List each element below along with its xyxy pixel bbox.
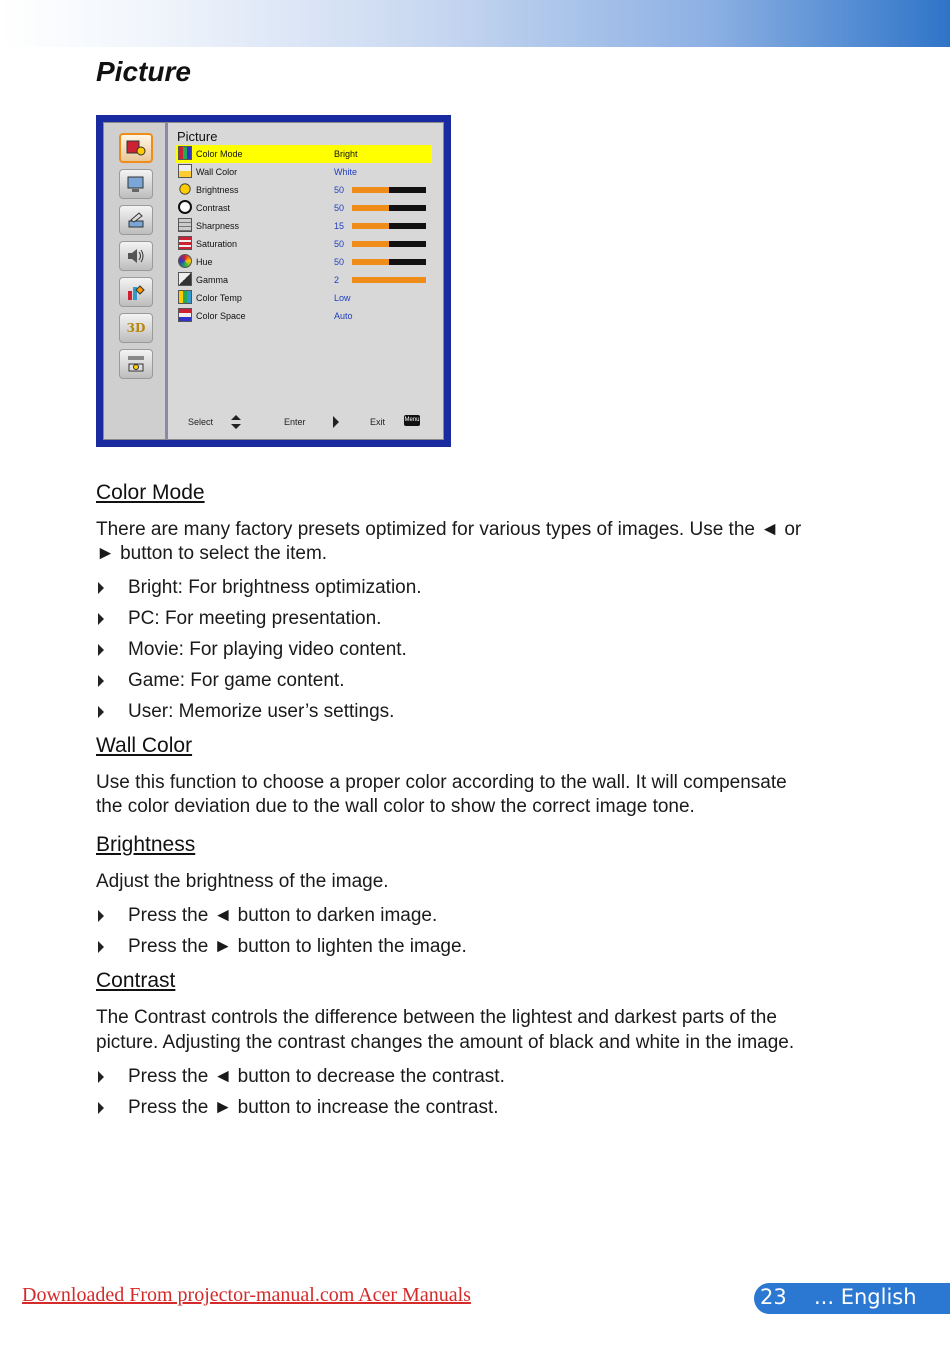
bullet-triangle-icon: [98, 1102, 104, 1114]
brightness-bar[interactable]: [352, 187, 426, 193]
row-value: 50: [334, 239, 345, 249]
bar-fill: [352, 259, 389, 265]
list-item-text: Game: For game content.: [128, 670, 345, 691]
page-title: Picture: [96, 56, 191, 87]
row-label: Color Temp: [196, 293, 242, 303]
osd-row-saturation[interactable]: [176, 235, 432, 253]
osd-sidebar: [104, 123, 168, 439]
contrast-heading: Contrast: [96, 969, 176, 992]
contrast-bar[interactable]: [352, 205, 426, 211]
list-item-text: Movie: For playing video content.: [128, 639, 407, 660]
header-gradient-band: [0, 0, 950, 47]
brightness-heading: Brightness: [96, 833, 196, 856]
row-value: 15: [334, 221, 345, 231]
row-label: Wall Color: [196, 167, 238, 177]
bullet-triangle-icon: [98, 644, 104, 656]
row-value: Low: [334, 293, 351, 303]
osd-row-gamma[interactable]: [176, 271, 432, 289]
color-mode-intro-line-1: There are many factory presets optimized for various types of images. Use the ◄ or: [96, 519, 802, 540]
brightness-icon: [179, 183, 190, 194]
picture-icon[interactable]: [119, 133, 153, 163]
color-temp-icon: [178, 290, 192, 304]
contrast-text-line-2: picture. Adjusting the contrast changes the amount of black and white in the image.: [96, 1032, 795, 1053]
list-item-text: PC: For meeting presentation.: [128, 608, 382, 629]
row-value: Auto: [334, 311, 353, 321]
hue-bar[interactable]: [352, 259, 426, 265]
osd-row-color-mode[interactable]: [176, 145, 432, 163]
osd-heading: Picture: [177, 129, 218, 144]
wall-color-text-line-1: Use this function to choose a proper color according to the wall. It will compensate: [96, 772, 787, 793]
page-number: 23: [760, 1285, 787, 1309]
color-mode-heading: Color Mode: [96, 481, 205, 504]
bullet-triangle-icon: [98, 582, 104, 594]
bullet-triangle-icon: [98, 675, 104, 687]
osd-menu: [96, 115, 451, 447]
up-down-arrow-icon: [230, 414, 242, 430]
osd-row-color-temp[interactable]: [176, 289, 432, 307]
osd-footer: [172, 413, 442, 433]
row-label: Gamma: [196, 275, 229, 285]
bar-fill: [352, 223, 389, 229]
color-mode-intro-line-2: ► button to select the item.: [96, 543, 328, 564]
bullet-triangle-icon: [98, 613, 104, 625]
row-label: Contrast: [196, 203, 231, 213]
3d-icon[interactable]: [119, 313, 153, 343]
page-language: ... English: [814, 1285, 917, 1309]
bullet-triangle-icon: [98, 706, 104, 718]
brightness-text: Adjust the brightness of the image.: [96, 871, 389, 892]
bar-fill: [352, 205, 389, 211]
row-value: 50: [334, 185, 345, 195]
osd-row-color-space[interactable]: [176, 307, 432, 325]
bar-fill: [352, 187, 389, 193]
hue-icon: [178, 254, 192, 268]
bullet-triangle-icon: [98, 910, 104, 922]
gamma-bar[interactable]: [352, 277, 426, 283]
row-label: Color Mode: [196, 149, 243, 159]
sharpness-icon: [178, 218, 192, 232]
saturation-bar[interactable]: [352, 241, 426, 247]
osd-row-wall-color[interactable]: [176, 163, 432, 181]
list-item-text: Press the ► button to increase the contrast.: [128, 1097, 499, 1118]
list-item-text: Press the ► button to lighten the image.: [128, 936, 467, 957]
right-arrow-icon: [332, 415, 340, 429]
gamma-icon: [178, 272, 192, 286]
setting-icon[interactable]: [119, 205, 153, 235]
sharpness-bar[interactable]: [352, 223, 426, 229]
row-value: Bright: [334, 149, 358, 159]
enter-label: Enter: [284, 417, 306, 427]
row-value: 2: [334, 275, 340, 285]
select-label: Select: [188, 417, 214, 427]
color-space-icon: [178, 308, 192, 322]
row-value: 50: [334, 203, 345, 213]
bar-fill: [352, 277, 426, 283]
osd-row-hue[interactable]: [176, 253, 432, 271]
osd-row-contrast[interactable]: [176, 199, 432, 217]
wall-color-text-line-2: the color deviation due to the wall color to show the correct image tone.: [96, 796, 695, 817]
list-item-text: User: Memorize user’s settings.: [128, 701, 395, 722]
row-value: White: [334, 167, 358, 177]
color-mode-icon: [178, 146, 192, 160]
exit-label: Exit: [370, 417, 386, 427]
osd-row-sharpness[interactable]: [176, 217, 432, 235]
contrast-text-line-1: The Contrast controls the difference between the lightest and darkest parts of the: [96, 1007, 777, 1028]
bullet-triangle-icon: [98, 1071, 104, 1083]
volume-icon[interactable]: [119, 241, 153, 271]
row-value: 50: [334, 257, 345, 267]
screen-icon[interactable]: [119, 169, 153, 199]
row-label: Sharpness: [196, 221, 240, 231]
bullet-triangle-icon: [98, 941, 104, 953]
row-label: Color Space: [196, 311, 246, 321]
contrast-icon: [178, 200, 192, 214]
osd-row-brightness[interactable]: [176, 181, 432, 199]
options-icon[interactable]: [119, 277, 153, 307]
osd-content: [172, 123, 442, 439]
list-item-text: Press the ◄ button to decrease the contrast.: [128, 1066, 505, 1087]
lan-icon[interactable]: [119, 349, 153, 379]
wall-color-icon: [178, 164, 192, 178]
row-label: Hue: [196, 257, 213, 267]
menu-key-icon: Menu: [404, 415, 420, 426]
osd-panel: [103, 122, 444, 440]
wall-color-heading: Wall Color: [96, 734, 193, 757]
bar-fill: [352, 241, 389, 247]
download-source-link[interactable]: Downloaded From projector-manual.com Acer Manuals: [22, 1284, 471, 1306]
3d-label: 3D: [126, 321, 146, 335]
row-label: Saturation: [196, 239, 238, 249]
saturation-icon: [178, 236, 192, 250]
row-label: Brightness: [196, 185, 239, 195]
list-item-text: Bright: For brightness optimization.: [128, 577, 422, 598]
list-item-text: Press the ◄ button to darken image.: [128, 905, 438, 926]
